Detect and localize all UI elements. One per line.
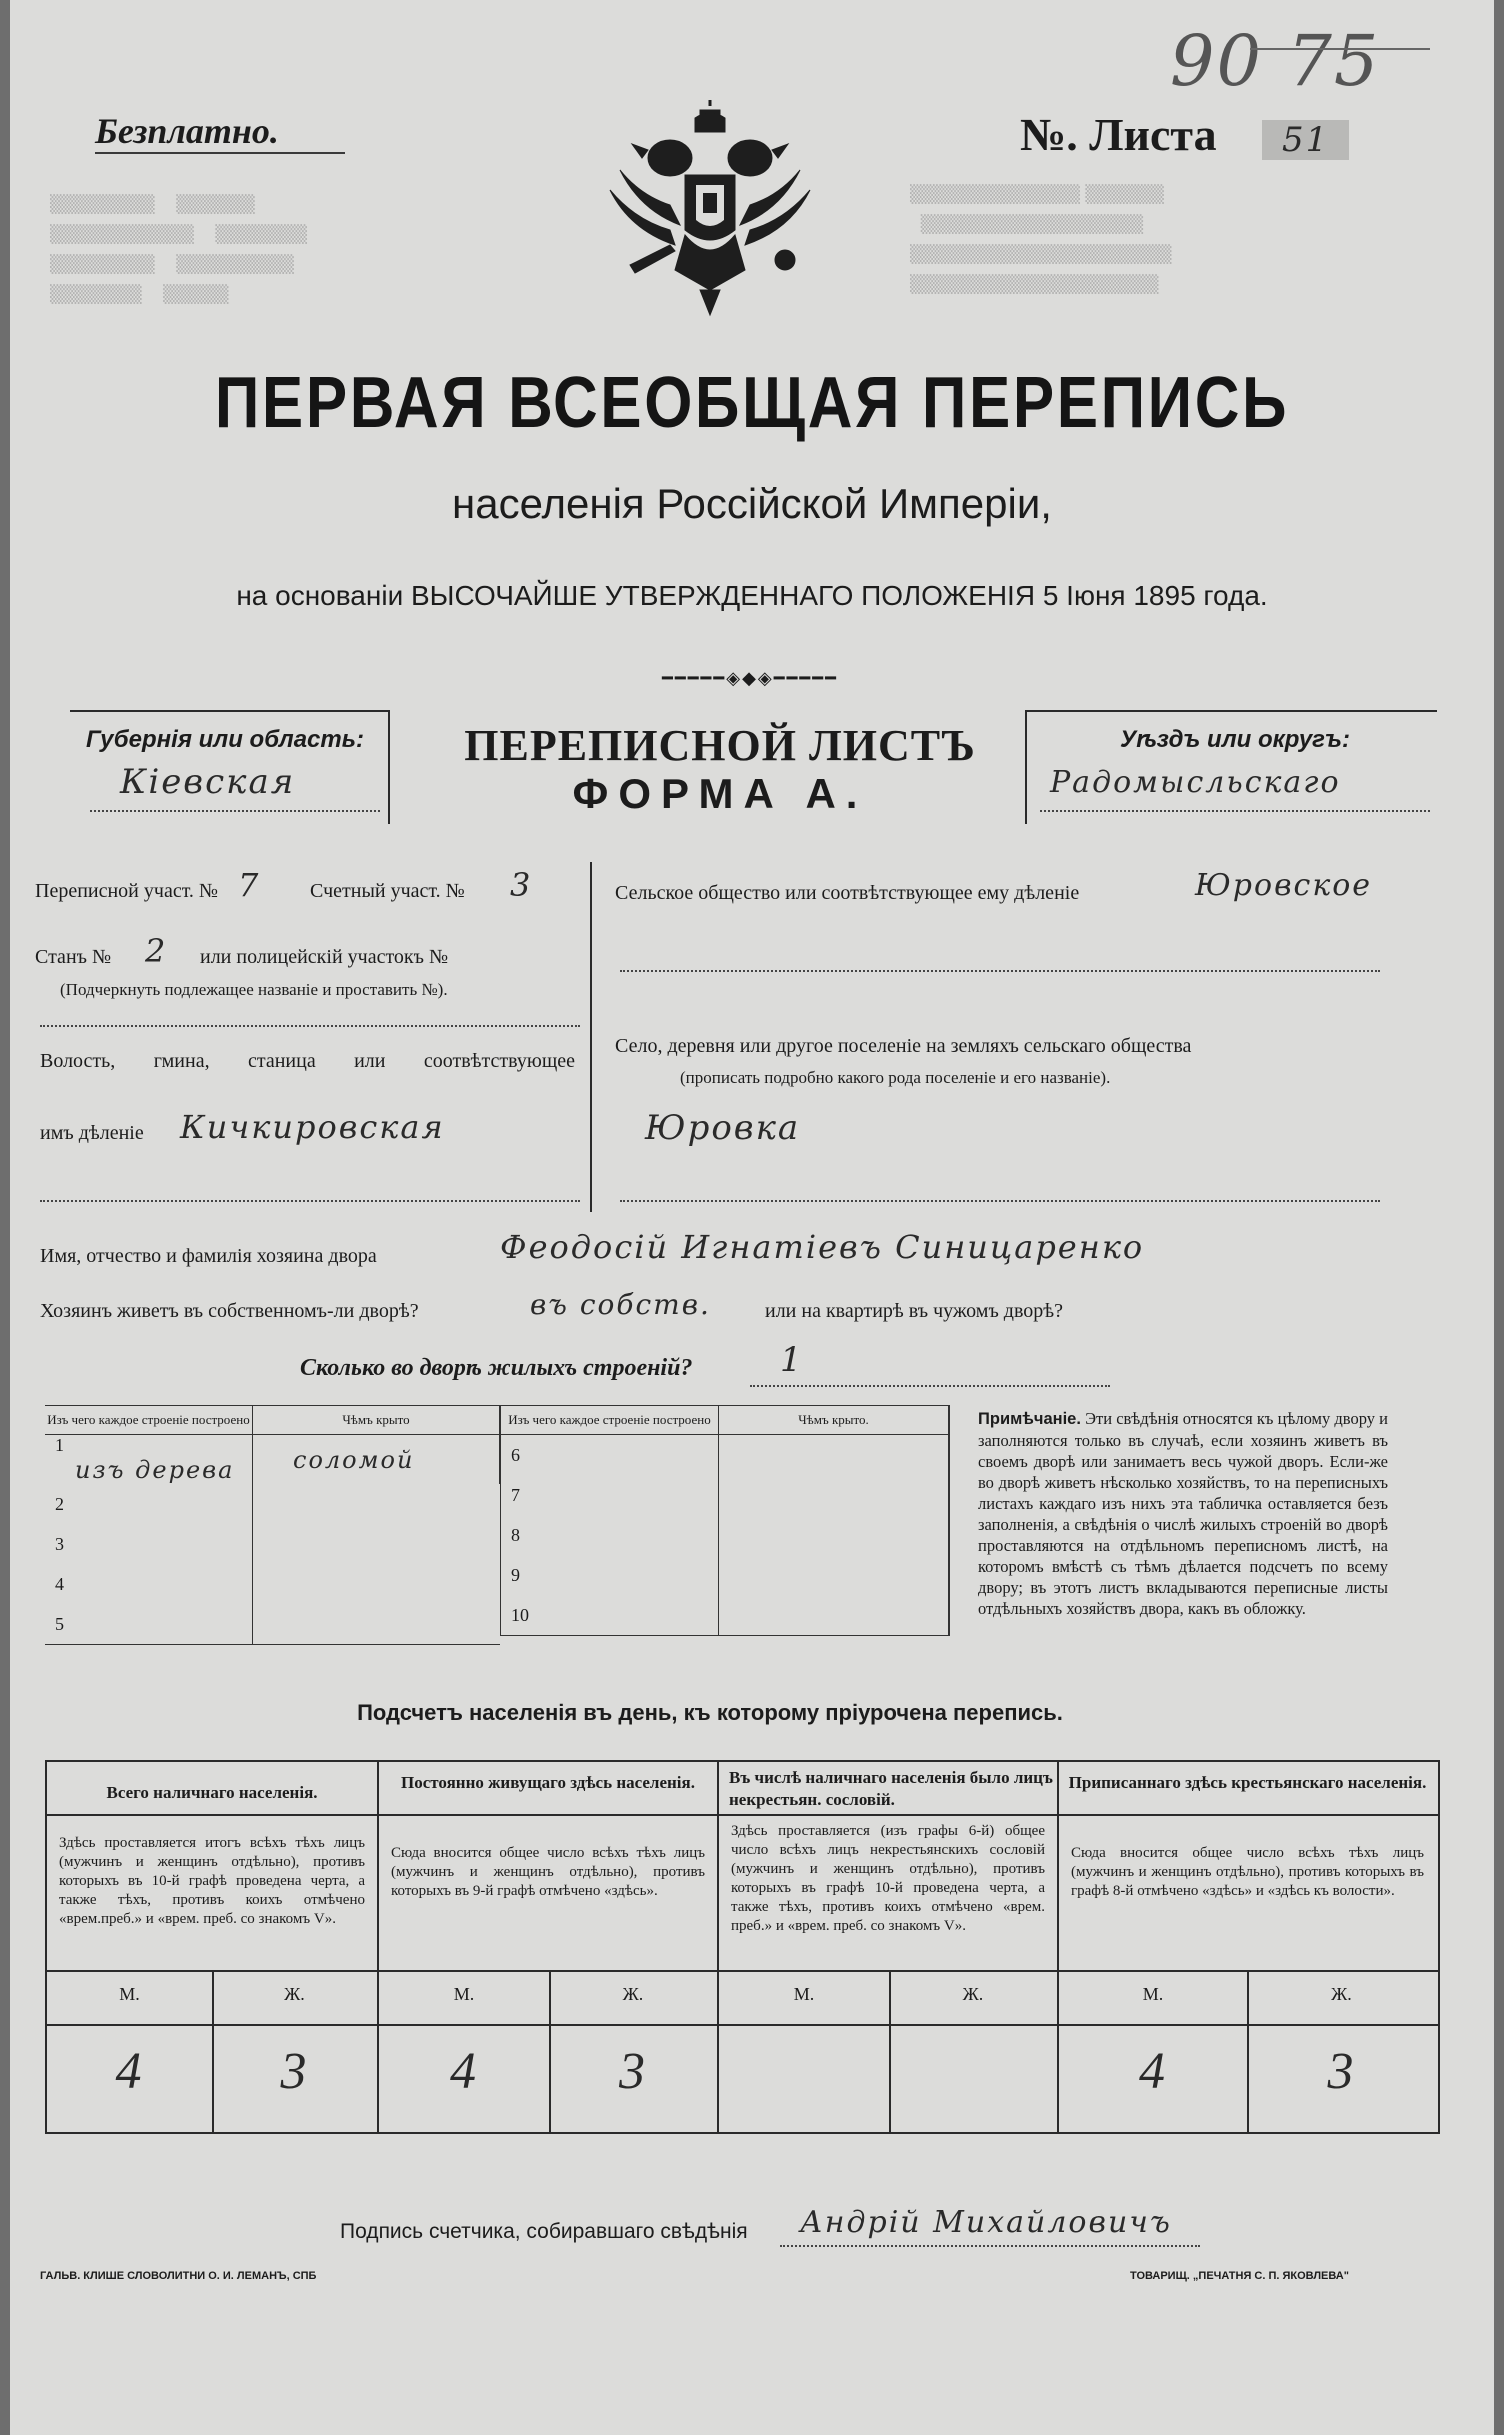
- bleed-through-left: ▒▒▒▒▒▒▒▒ ▒▒▒▒▒▒ ▒▒▒▒▒▒▒▒▒▒▒ ▒▒▒▒▒▒▒ ▒▒▒▒▒▒▒▒ ▒▒▒▒▒▒▒▒▒ ▒▒▒▒▒▒▒ ▒▒▒▒▒: [50, 195, 307, 305]
- building-row-4-material[interactable]: 4: [45, 1564, 253, 1604]
- schetny-value[interactable]: 3: [510, 866, 533, 904]
- free-label: Безплатно.: [95, 111, 279, 151]
- building-row-9-material[interactable]: 9: [501, 1555, 719, 1595]
- building-row-10-material[interactable]: 10: [501, 1595, 719, 1636]
- perepisnoy-label: Переписной участ. №: [35, 880, 219, 902]
- uyezd-value[interactable]: Радомысльскаго: [1050, 765, 1341, 800]
- building-row-6-material[interactable]: 6: [501, 1435, 719, 1476]
- count-head-line-total: [47, 1814, 1438, 1816]
- col-roof-header: Чѣмъ крыто: [253, 1406, 500, 1435]
- perepisnoy-value[interactable]: 7: [238, 866, 261, 904]
- archive-folio-number: 90 75: [1170, 20, 1381, 102]
- sheet-number-value: 51: [1262, 120, 1349, 160]
- count-peasant-f-label: Ж.: [1331, 1984, 1352, 2004]
- buildings-label: Сколько во дворѣ жилыхъ строеній?: [300, 1355, 693, 1381]
- obshchestvo-value[interactable]: Юровское: [1195, 868, 1373, 903]
- sheet-number-label: №. Листа: [1020, 109, 1217, 160]
- ornament-divider: ━━━━━◈◆◈━━━━━: [662, 668, 838, 689]
- uyezd-label: Уѣздъ или округъ:: [1120, 726, 1350, 753]
- obshchestvo-label: Сельское общество или соотвѣтствующее ему дѣленіе: [615, 882, 1080, 904]
- count-peasant-f-value[interactable]: 3: [1327, 2043, 1356, 2100]
- building-row-10-roof[interactable]: [719, 1595, 950, 1636]
- buildings-dotline: [750, 1385, 1110, 1387]
- stan-label: Станъ №: [35, 946, 112, 968]
- building-row-5-material[interactable]: 5: [45, 1604, 253, 1645]
- count-col-non-peasant-title: Въ числѣ наличнаго населенія было лицъ некрестьян. сословій.: [729, 1768, 1053, 1809]
- count-permanent-f-value[interactable]: 3: [619, 2043, 647, 2100]
- selo-note: (прописать подробно какого рода поселеніе и его названіе).: [680, 1068, 1111, 1087]
- col-material-header: Изъ чего каждое строеніе построено: [45, 1406, 253, 1435]
- col-roof-header-right: Чѣмъ крыто.: [719, 1406, 950, 1435]
- count-total-f-label: Ж.: [284, 1984, 305, 2004]
- count-col-total-title: Всего наличнаго населенія.: [106, 1783, 318, 1802]
- volost-label-2: имъ дѣленіе: [40, 1122, 144, 1144]
- bleed-through-right: ▒▒▒▒▒▒▒▒▒▒▒▒▒ ▒▒▒▒▒▒ ▒▒▒▒▒▒▒▒▒▒▒▒▒▒▒▒▒ ▒▒▒▒▒▒▒▒▒▒▒▒▒▒▒▒▒▒▒▒ ▒▒▒▒▒▒▒▒▒▒▒▒▒▒▒▒▒▒▒: [910, 185, 1172, 295]
- count-mf-line: [47, 2024, 1438, 2026]
- count-desc-line: [47, 1970, 1438, 1972]
- imperial-eagle-icon: [600, 100, 820, 320]
- count-heading: Подсчетъ населенія въ день, къ которому пріурочена перепись.: [357, 1700, 1063, 1725]
- count-permanent-m-value[interactable]: 4: [450, 2043, 478, 2100]
- count-peasant-m-label: М.: [1142, 1984, 1164, 2004]
- count-total-f-value[interactable]: 3: [280, 2043, 309, 2100]
- guberniya-value[interactable]: Кіевская: [120, 762, 296, 802]
- census-sheet: [10, 0, 1494, 2435]
- footer-printer-left: ГАЛЬВ. КЛИШЕ СЛОВОЛИТНИ О. И. ЛЕМАНЪ, СПБ: [40, 2270, 317, 2282]
- guberniya-dotline: [90, 810, 380, 812]
- building-row-8-material[interactable]: 8: [501, 1515, 719, 1555]
- count-col-peasant-desc: Сюда вносится общее число всѣхъ тѣхъ лицъ (мужчинъ и женщинъ отдѣльно), противъ которыхъ въ графѣ 8-й отмѣчено «здѣсь» и «здѣсь къ волости».: [1071, 1845, 1424, 1899]
- selo-value[interactable]: Юровка: [645, 1108, 801, 1148]
- building-row-9-roof[interactable]: [719, 1555, 950, 1595]
- building-row-3-roof[interactable]: [253, 1524, 500, 1564]
- building-row-2-material[interactable]: 2: [45, 1484, 253, 1524]
- building-row-4-roof[interactable]: [253, 1564, 500, 1604]
- schetny-label: Счетный участ. №: [310, 880, 465, 902]
- count-permanent-m-label: М.: [453, 1984, 475, 2004]
- building-row-6-roof[interactable]: [719, 1435, 950, 1476]
- count-nonpeasant-f-label: Ж.: [962, 1984, 984, 2004]
- signature-value[interactable]: Андрій Михайловичъ: [800, 2205, 1172, 2240]
- signature-label: Подпись счетчика, собиравшаго свѣдѣнія: [340, 2220, 748, 2243]
- population-count-table: [45, 1760, 1440, 2134]
- count-col-peasant-title: Приписаннаго здѣсь крестьянскаго населенія.: [1068, 1773, 1427, 1792]
- building-row-1-roof[interactable]: соломой: [253, 1435, 500, 1485]
- building-row-1-material[interactable]: 1 изъ дерева: [45, 1435, 253, 1485]
- owner-lives-value[interactable]: въ собств.: [530, 1288, 711, 1321]
- count-peasant-m-value[interactable]: 4: [1139, 2043, 1167, 2100]
- col-material-header-right: Изъ чего каждое строеніе построено: [501, 1406, 719, 1435]
- fields-divider: [590, 862, 592, 1212]
- building-row-3-material[interactable]: 3: [45, 1524, 253, 1564]
- volost-label-1: Волость, гмина, станица или соотвѣтствующее: [40, 1050, 575, 1072]
- count-nonpeasant-m-label: М.: [793, 1984, 815, 2004]
- count-col-non-peasant-desc: Здѣсь проставляется (изъ графы 6-й) общее число всѣхъ лицъ некрестьянскихъ сословій (мужчинъ и женщинъ отдѣльно), противъ которыхъ въ графѣ 10-й проведена черта, а также тѣхъ, противъ коихъ отмѣчено «врем. преб.» и «врем. преб. со знакомъ V».: [731, 1823, 1045, 1934]
- buildings-note: [978, 1408, 1388, 1619]
- census-subtitle: населенія Россійской Имперіи,: [452, 480, 1052, 527]
- owner-lives-label-2: или на квартирѣ въ чужомъ дворѣ?: [765, 1300, 1064, 1322]
- census-main-title: ПЕРВАЯ ВСЕОБЩАЯ ПЕРЕПИСЬ: [214, 363, 1290, 443]
- volost-dotline: [40, 1200, 580, 1202]
- signature-dotline: [780, 2245, 1200, 2247]
- count-col-total-desc: Здѣсь проставляется итогъ всѣхъ тѣхъ лицъ (мужчинъ и женщинъ отдѣльно), противъ которыхъ въ 10-й графѣ проведена черта, а также тѣхъ, противъ коихъ отмѣчено «врем.преб.» и «врем. преб. со знакомъ V».: [59, 1835, 365, 1927]
- buildings-value[interactable]: 1: [780, 1340, 804, 1380]
- census-basis: на основаніи ВЫСОЧАЙШЕ УТВЕРЖДЕННАГО ПОЛОЖЕНІЯ 5 Іюня 1895 года.: [236, 580, 1268, 611]
- folio-strike-line: [1250, 48, 1430, 50]
- selo-dotline: [620, 1200, 1380, 1202]
- count-col-permanent-title: Постоянно живущаго здѣсь населенія.: [401, 1773, 695, 1792]
- guberniya-label: Губернія или область:: [86, 726, 364, 753]
- owner-lives-label: Хозяинъ живетъ въ собственномъ-ли дворѣ?: [40, 1300, 419, 1322]
- footer-printer-right: ТОВАРИЩ. „ПЕЧАТНЯ С. П. ЯКОВЛЕВА": [1130, 2270, 1349, 2282]
- count-permanent-f-label: Ж.: [622, 1984, 644, 2004]
- buildings-table-right: [500, 1405, 950, 1636]
- form-name: ПЕРЕПИСНОЙ ЛИСТЪ: [464, 721, 976, 770]
- building-row-5-roof[interactable]: [253, 1604, 500, 1645]
- stan-dotline: [40, 1025, 580, 1027]
- count-total-m-value[interactable]: 4: [115, 2043, 144, 2100]
- note-text: Эти свѣдѣнія относятся къ цѣлому двору и заполняются только въ случаѣ, если хозяинъ живетъ въ своемъ дворѣ или занимаетъ весь чужой дворъ. Если-же во дворѣ живетъ нѣсколько хозяйствъ, то на переписныхъ листахъ каждаго изъ нихъ эта табличка оставляется безъ заполненія, а свѣдѣнія о числѣ жилыхъ строеній во дворѣ проставляются на отдѣльномъ переписномъ листѣ, на которомъ вмѣстѣ съ тѣмъ дѣлается подсчетъ по всему двору; въ этотъ листъ вкладываются переписные листы отдѣльныхъ хозяйствъ двора, какъ въ обложку.: [978, 1409, 1388, 1618]
- free-label-underline: [95, 152, 345, 154]
- obshchestvo-dotline: [620, 970, 1380, 972]
- selo-label: Село, деревня или другое поселеніе на земляхъ сельскаго общества: [615, 1035, 1192, 1057]
- stan-value[interactable]: 2: [145, 932, 168, 970]
- owner-name-label: Имя, отчество и фамилія хозяина двора: [40, 1245, 377, 1267]
- building-row-7-roof[interactable]: [719, 1475, 950, 1515]
- count-total-m-label: М.: [119, 1984, 140, 2004]
- police-label: или полицейскій участокъ №: [200, 946, 449, 968]
- building-row-2-roof[interactable]: [253, 1484, 500, 1524]
- owner-name-value[interactable]: Феодосій Игнатіевъ Синицаренко: [500, 1228, 1145, 1266]
- volost-value[interactable]: Кичкировская: [180, 1108, 445, 1146]
- buildings-table-left: [45, 1405, 500, 1645]
- building-row-8-roof[interactable]: [719, 1515, 950, 1555]
- form-type: ФОРМА А.: [572, 770, 868, 817]
- police-note: (Подчеркнуть подлежащее названіе и проставить №).: [60, 980, 448, 999]
- building-row-7-material[interactable]: 7: [501, 1475, 719, 1515]
- count-col-permanent-desc: Сюда вносится общее число всѣхъ тѣхъ лицъ (мужчинъ и женщинъ отдѣльно), противъ которыхъ въ 9-й графѣ отмѣчено «здѣсь».: [391, 1845, 705, 1899]
- note-title: Примѣчаніе.: [978, 1410, 1081, 1428]
- uyezd-dotline: [1040, 810, 1430, 812]
